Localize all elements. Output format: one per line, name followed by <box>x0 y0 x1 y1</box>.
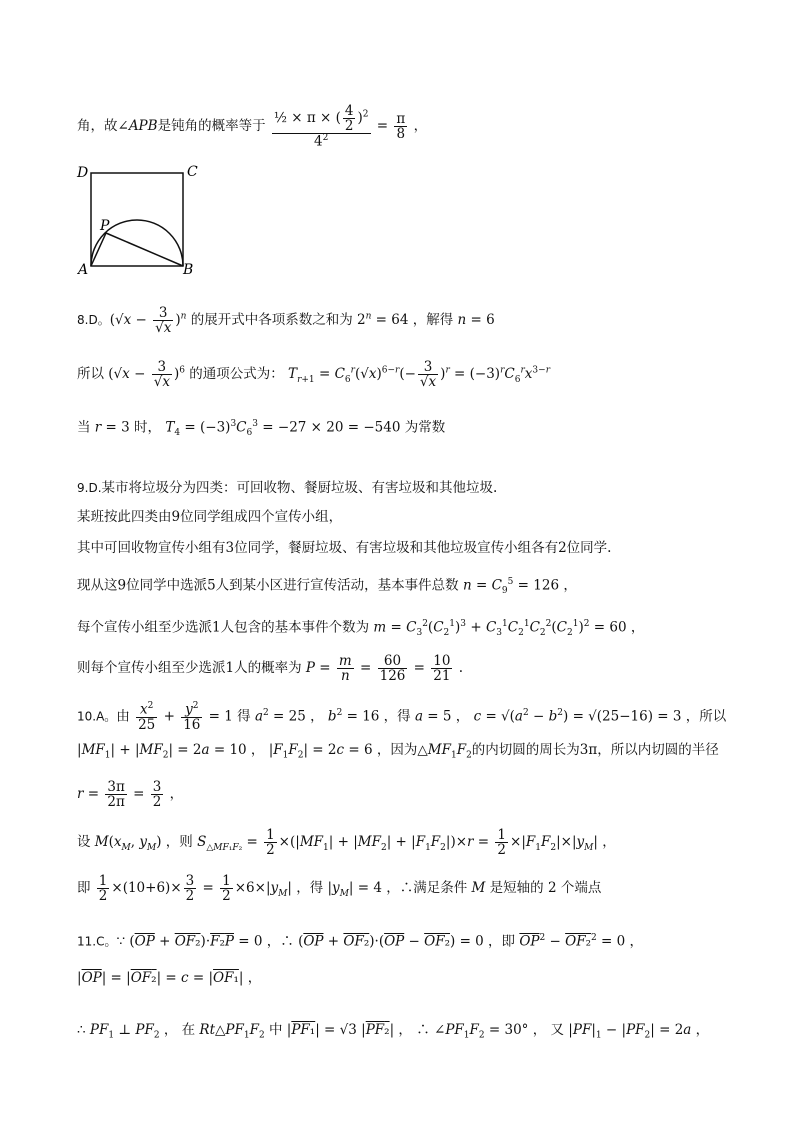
solution-9-line-4: 现从这9位同学中选派5人到某小区进行宣传活动，基本事件总数 $n = C_9^5 = 126$ ， <box>77 577 577 597</box>
solution-11-line-3: ∴ $PF_1$ ⊥ $PF_2$ ， 在 $Rt\triangle PF_1F_2$ 中 |PF₁| = √3 |PF₂| ， ∴ $\angle PF_1F_2 = 30^\circ$ ， 又 $|PF|_1 - |PF_2| = 2a$ ， <box>77 1022 710 1041</box>
solution-10-line-2: $|MF_1| + |MF_2| = 2a = 10$ ， $|F_1F_2| = 2c = 6$ ，因为$\triangle MF_1F_2$的内切圆的周长为3π，所以内切圆的半径 <box>77 742 719 761</box>
solution-line-angle-probability: 角，故∠APB是钝角的概率等于 ½ × π × ( $\frac{4}{2}$ )$^2$ $4^2$ = $\frac{\pi}{8}$ ， <box>77 103 428 150</box>
solution-9-line-5: 每个宣传小组至少选派1人包含的基本事件个数为 $m = C_3^2(C_2^1)^3 + C_3^1C_2^1C_2^2(C_2^1)^2 = 60$ ， <box>77 619 645 639</box>
solution-8-general-term: 所以 (√x − $\frac{3}{√x}$ )$^6$ 的通项公式为： $T_{r+1} = C_6^r(√x)^{6-r}(-$ $\frac{3}{√x}$ )$^r = (-3)^rC_6^rx^{3-r}$ <box>77 359 551 391</box>
probability-fraction: ½ × π × ( $\frac{4}{2}$ )$^2$ $4^2$ <box>273 103 369 150</box>
solution-9-line-2: 某班按此四类由9位同学组成四个宣传小组， <box>77 509 343 525</box>
vertex-label-p: P <box>100 218 110 234</box>
solution-9-line-3: 其中可回收物宣传小组有3位同学，餐厨垃圾、有害垃圾和其他垃圾宣传小组各有2位同学. <box>77 540 612 556</box>
solution-9-line-1: 9.D.某市将垃圾分为四类：可回收物、餐厨垃圾、有害垃圾和其他垃圾. <box>77 480 498 496</box>
solution-10-conclusion: 即 $\frac{1}{2}$ ×(10+6)× $\frac{3}{2}$ = $\frac{1}{2}$ $\times 6\times|y_M|$ ，得 $|y_M| = 4$ ，∴满足条件 M 是短轴的 2 个端点 <box>77 873 602 905</box>
vertex-label-c: C <box>187 164 198 180</box>
segment-pb <box>106 233 183 266</box>
solution-8-header: 8.D。(√x − $\frac{3}{√x}$ )$^n$ 的展开式中各项系数之和为 $2^n = 64$ ，解得 n = 6 <box>77 305 495 337</box>
vertex-label-a: A <box>78 262 89 278</box>
solution-10-radius: r = $\frac{3\pi}{2\pi}$ = $\frac{3}{2}$ ， <box>77 779 184 811</box>
vertex-label-b: B <box>183 262 194 278</box>
solution-10-area: 设 $M(x_M$, $y_M$) ，则 $S_{\triangle MF_1F_2}$ = $\frac{1}{2}$ $\times(|MF_1| + |MF_2| + |F_1F_2|)\times r$ = $\frac{1}{2}$ $\times|F_1F_2|\times|y_M|$ ， <box>77 827 616 859</box>
solution-10-line-1: 10.A。由 $\frac{x^2}{25}$ + $\frac{y^2}{16}$ = 1 得 $a^2 = 25$ ， $b^2 = 16$ ，得 a = 5 ， $c = √(a^2 - b^2) = √(25-16) = 3$ ，所以 <box>77 701 727 733</box>
solution-11-line-2: $|\overline{OP}| = |OF_2| = c = |OF_1|$ ， <box>77 970 262 986</box>
solution-8-constant-term: 当 r = 3 时， $T_4 = (-3)^3C_6^3 = -27 \times 20 = -540$ 为常数 <box>77 419 446 439</box>
solution-11-line-1: 11.C。∵ $(\overline{OP} + OF_2)\cdot F_2P = 0$ ，∴ $(\overline{OP} + OF_2)\cdot(\overline{OP} - OF_2) = 0$ ，即 $\overline{OP}^2 - OF_2^2 = 0$ ， <box>77 933 644 950</box>
solution-9-line-6: 则每个宣传小组至少选派1人的概率为 P = $\frac{m}{n}$ = $\frac{60}{126}$ = $\frac{10}{21}$ . <box>77 653 464 685</box>
vertex-label-d: D <box>77 165 89 181</box>
square-semicircle-figure <box>70 160 210 280</box>
